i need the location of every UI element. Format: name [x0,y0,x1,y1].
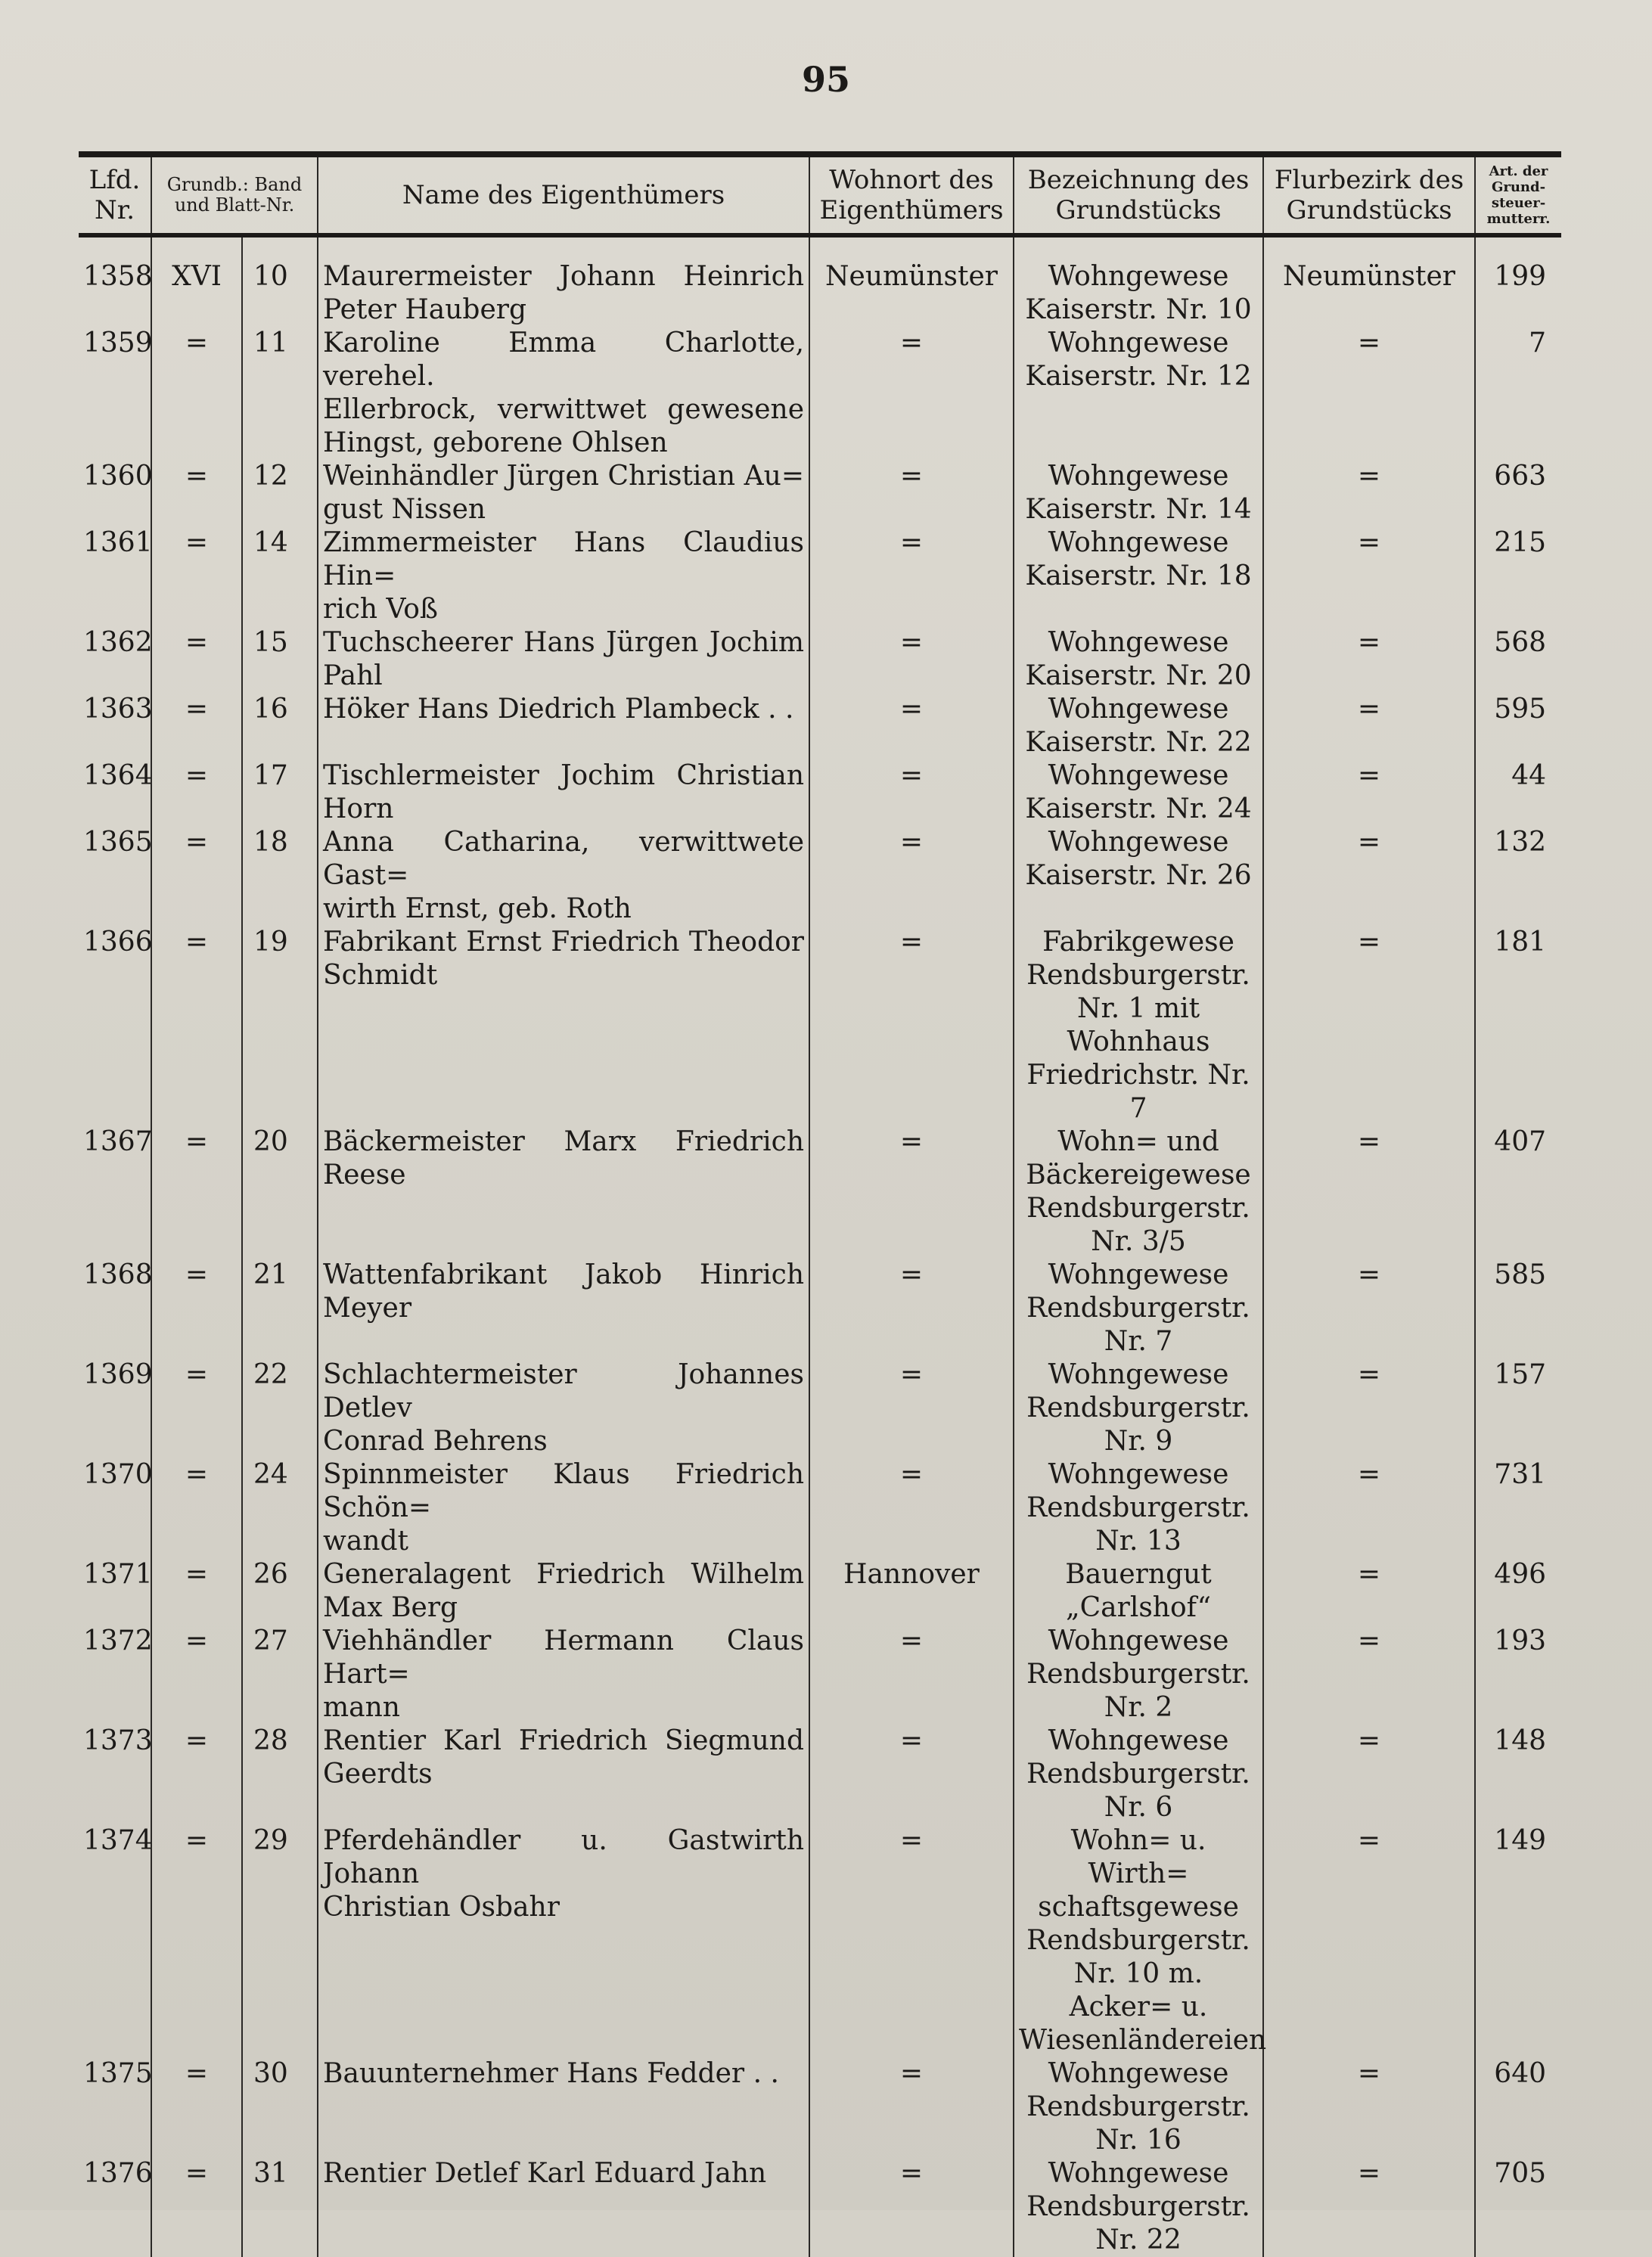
cell-bezeichnung-line: Wohngewese [1048,1259,1229,1290]
cell-bezeichnung-line: Wohngewese [1048,2058,1229,2089]
cell-lfd: 1370 [83,1459,153,1490]
cell-name-line: Weinhändler Jürgen Christian Au= [323,461,805,492]
cell-name [318,1558,809,1625]
cell-name-line: Generalagent Friedrich Wilhelm [323,1559,805,1590]
cell-lfd: 1375 [83,2058,153,2089]
cell-art: 193 [1475,1625,1561,1725]
cell-bezeichnung-line: Wohngewese [1048,1625,1229,1656]
header-wohnort: Wohnort des Eigenthümers [809,154,1014,235]
cell-bezeichnung-line: Nr. 22 [1095,2224,1182,2255]
cell-art: 568 [1475,626,1561,693]
cell-blatt: 26 [242,1558,318,1625]
cell-blatt: 12 [242,460,318,526]
cell-lfd: 1372 [83,1625,153,1656]
cell-bezeichnung [1014,327,1263,460]
cell-band: = [151,2157,242,2257]
cell-name-line: Horn [323,793,394,824]
cell-name [318,926,809,1125]
cell-blatt: 14 [242,526,318,626]
cell-band: = [151,626,242,693]
cell-name-line: mann [323,1692,400,1723]
cell-blatt: 29 [242,1824,318,2057]
cell-art: 148 [1475,1725,1561,1824]
cell-art: 132 [1475,826,1561,926]
cell-bezeichnung-line: Nr. 16 [1095,2125,1182,2156]
cell-art: 149 [1475,1824,1561,2057]
header-art: Art. der Grund- steuer- mutterr. [1475,154,1561,235]
cell-name [318,1725,809,1824]
cell-name [318,1625,809,1725]
cell-bezeichnung-line: Wohn= u. Wirth= [1070,1825,1206,1889]
cell-bezeichnung-line: schaftsgewese [1038,1892,1239,1923]
cell-name [318,1458,809,1558]
cell-name [318,1358,809,1458]
cell-bezeichnung-line: Wiesenländereien [1019,2025,1267,2056]
cell-flurbezirk: = [1263,1625,1475,1725]
cell-band: = [151,826,242,926]
cell-bezeichnung-line: Bäckereigewese [1026,1160,1251,1191]
cell-blatt: 17 [242,759,318,826]
cell-lfd: 1361 [83,527,153,558]
cell-bezeichnung [1014,926,1263,1125]
cell-bezeichnung [1014,759,1263,826]
cell-band: = [151,926,242,1125]
cell-bezeichnung-line: Nr. 9 [1104,1426,1173,1457]
cell-bezeichnung [1014,235,1263,327]
cell-wohnort: = [809,1259,1014,1358]
cell-name [318,1824,809,2057]
cell-band: = [151,460,242,526]
cell-name-line: Ellerbrock, verwittwet gewesene [323,394,805,425]
cell-blatt: 11 [242,327,318,460]
cell-name [318,460,809,526]
cell-bezeichnung-line: Wohngewese [1048,461,1229,492]
cell-bezeichnung-line: Nr. 3/5 [1091,1226,1186,1257]
cell-art: 181 [1475,926,1561,1125]
table-row [79,1558,1561,1625]
cell-flurbezirk: = [1263,1558,1475,1625]
header-lfd: Lfd. Nr. [79,154,151,235]
cell-bezeichnung-line: Kaiserstr. Nr. 14 [1025,494,1252,525]
cell-art: 215 [1475,526,1561,626]
cell-name [318,2057,809,2157]
cell-blatt: 21 [242,1259,318,1358]
cell-flurbezirk: = [1263,926,1475,1125]
table-row [79,1625,1561,1725]
cell-name-line: Maurermeister Johann Heinrich [323,261,805,292]
cell-lfd: 1371 [83,1559,153,1590]
cell-name-line: Bäckermeister Marx Friedrich Reese [323,1126,805,1191]
table-row [79,526,1561,626]
cell-bezeichnung-line: Kaiserstr. Nr. 12 [1025,361,1252,392]
header-bezeichnung: Bezeichnung des Grundstücks [1014,154,1263,235]
cell-name-line: Rentier Karl Friedrich Siegmund [323,1725,805,1756]
cell-band: XVI [151,235,242,327]
cell-bezeichnung-line: Rendsburgerstr. [1026,2091,1250,2122]
cell-bezeichnung-line: Wohnhaus [1067,1026,1210,1057]
cell-name-line: Geerdts [323,1759,433,1790]
cell-name [318,2157,809,2257]
cell-bezeichnung-line: Wohngewese [1048,760,1229,791]
table-row [79,2057,1561,2157]
cell-flurbezirk: = [1263,1824,1475,2057]
table-row [79,759,1561,826]
cell-wohnort: = [809,1458,1014,1558]
cell-band: = [151,1358,242,1458]
cell-name [318,826,809,926]
cell-art: 407 [1475,1125,1561,1259]
table-row [79,2157,1561,2257]
cell-lfd: 1368 [83,1259,153,1290]
cell-band: = [151,1458,242,1558]
cell-bezeichnung-line: Fabrikgewese [1042,927,1234,958]
cell-bezeichnung-line: Kaiserstr. Nr. 10 [1025,294,1252,325]
cell-bezeichnung-line: Nr. 2 [1104,1692,1173,1723]
cell-bezeichnung-line: Rendsburgerstr. [1026,2191,1250,2222]
cell-lfd: 1359 [83,328,153,359]
cell-band: = [151,2057,242,2157]
cell-bezeichnung [1014,2157,1263,2257]
cell-bezeichnung-line: Nr. 6 [1104,1792,1173,1823]
cell-lfd: 1376 [83,2158,153,2189]
cell-bezeichnung [1014,626,1263,693]
table-row [79,1458,1561,1558]
cell-bezeichnung-line: Kaiserstr. Nr. 18 [1025,560,1252,591]
table-row [79,460,1561,526]
table-row [79,926,1561,1125]
cell-bezeichnung [1014,1125,1263,1259]
header-flurbezirk: Flurbezirk des Grundstücks [1263,154,1475,235]
cell-bezeichnung-line: Wohn= und [1057,1126,1219,1157]
cell-name [318,759,809,826]
cell-flurbezirk: Neumünster [1263,235,1475,327]
cell-lfd: 1360 [83,461,153,492]
cell-bezeichnung [1014,1358,1263,1458]
cell-bezeichnung-line: Wohngewese [1048,827,1229,858]
cell-bezeichnung [1014,1625,1263,1725]
cell-bezeichnung-line: Wohngewese [1048,261,1229,292]
cell-flurbezirk: = [1263,2057,1475,2157]
cell-bezeichnung [1014,1824,1267,2057]
cell-flurbezirk: = [1263,759,1475,826]
cell-name-line: Wattenfabrikant Jakob Hinrich [323,1259,805,1290]
table-row [79,1725,1561,1824]
cell-bezeichnung-line: Nr. 13 [1095,1526,1182,1557]
cell-band: = [151,1259,242,1358]
cell-name [318,1259,809,1358]
cell-name-line: Conrad Behrens [323,1426,548,1457]
cell-bezeichnung-line: Wohngewese [1048,1459,1229,1490]
cell-bezeichnung-line: Friedrichstr. Nr. 7 [1026,1060,1250,1124]
cell-name [318,526,809,626]
cell-name-line: Tuchscheerer Hans Jürgen Jochim [323,627,805,658]
cell-band: = [151,526,242,626]
cell-art: 640 [1475,2057,1561,2157]
cell-art: 663 [1475,460,1561,526]
cell-art: 199 [1475,235,1561,327]
cell-flurbezirk: = [1263,1358,1475,1458]
cell-bezeichnung-line: Bauerngut [1065,1559,1212,1590]
cell-flurbezirk: = [1263,1259,1475,1358]
cell-lfd: 1364 [83,760,153,791]
cell-art: 585 [1475,1259,1561,1358]
table-row [79,1824,1561,2057]
cell-blatt: 30 [242,2057,318,2157]
cell-bezeichnung-line: Nr. 7 [1104,1326,1173,1357]
cell-name [318,327,809,460]
cell-art: 157 [1475,1358,1561,1458]
cell-bezeichnung-line: Kaiserstr. Nr. 22 [1025,727,1252,758]
cell-wohnort: = [809,1824,1014,2057]
table-row [79,1259,1561,1358]
cell-name-line: Peter Hauberg [323,294,526,325]
cell-bezeichnung-line: Rendsburgerstr. [1026,1759,1250,1790]
cell-wohnort: = [809,1725,1014,1824]
cell-bezeichnung [1014,1259,1263,1358]
cell-blatt: 19 [242,926,318,1125]
cell-lfd: 1369 [83,1359,153,1390]
cell-wohnort: = [809,626,1014,693]
cell-bezeichnung-line: Rendsburgerstr. [1026,1925,1250,1956]
cell-bezeichnung-line: Wohngewese [1048,1725,1229,1756]
cell-name-line: Schlachtermeister Johannes Detlev [323,1359,805,1423]
cell-flurbezirk: = [1263,826,1475,926]
cell-band: = [151,327,242,460]
table-row [79,1125,1561,1259]
cell-wohnort: = [809,327,1014,460]
cell-wohnort: = [809,693,1014,759]
cell-name-line: Schmidt [323,960,438,991]
cell-lfd: 1363 [83,694,153,725]
cell-name-line: Viehhändler Hermann Claus Hart= [323,1625,805,1690]
cell-flurbezirk: = [1263,460,1475,526]
cell-name-line: gust Nissen [323,494,486,525]
cell-name-line: Rentier Detlef Karl Eduard Jahn [323,2158,767,2189]
cell-name-line: Höker Hans Diedrich Plambeck . . [323,694,794,725]
cell-bezeichnung [1014,2057,1263,2157]
cell-bezeichnung-line: Rendsburgerstr. [1026,1392,1250,1423]
cell-name-line: Max Berg [323,1592,458,1623]
table-row [79,693,1561,759]
cell-name-line: Karoline Emma Charlotte, verehel. [323,328,805,392]
property-register-table [79,151,1561,2257]
cell-wohnort: = [809,1125,1014,1259]
cell-band: = [151,1125,242,1259]
cell-bezeichnung-line: Rendsburgerstr. [1026,1659,1250,1690]
table-body [79,235,1561,2257]
cell-band: = [151,1625,242,1725]
cell-blatt: 24 [242,1458,318,1558]
cell-bezeichnung [1014,693,1263,759]
cell-name-line: Pahl [323,660,383,691]
cell-flurbezirk: = [1263,526,1475,626]
table-row [79,626,1561,693]
cell-wohnort: = [809,826,1014,926]
page-number: 95 [801,59,850,100]
cell-name-line: Fabrikant Ernst Friedrich Theodor [323,927,805,958]
cell-blatt: 18 [242,826,318,926]
cell-bezeichnung-line: Wohngewese [1048,1359,1229,1390]
cell-lfd: 1367 [83,1126,153,1157]
cell-bezeichnung-line: Rendsburgerstr. [1026,1193,1250,1224]
cell-blatt: 15 [242,626,318,693]
cell-name-line: Anna Catharina, verwittwete Gast= [323,827,805,891]
cell-blatt: 27 [242,1625,318,1725]
cell-bezeichnung-line: Rendsburgerstr. [1026,1293,1250,1324]
cell-flurbezirk: = [1263,327,1475,460]
cell-wohnort: = [809,2157,1014,2257]
cell-wohnort: Hannover [809,1558,1014,1625]
cell-name [318,626,809,693]
table-row [79,327,1561,460]
cell-art: 731 [1475,1458,1561,1558]
cell-bezeichnung [1014,526,1263,626]
cell-flurbezirk: = [1263,1458,1475,1558]
cell-wohnort: = [809,526,1014,626]
cell-bezeichnung-line: Rendsburgerstr. [1026,1492,1250,1523]
table-row [79,826,1561,926]
cell-flurbezirk: = [1263,1725,1475,1824]
cell-lfd: 1358 [83,261,153,292]
cell-bezeichnung [1014,826,1263,926]
cell-name-line: Tischlermeister Jochim Christian [323,760,805,791]
cell-blatt: 31 [242,2157,318,2257]
cell-wohnort: = [809,2057,1014,2157]
cell-bezeichnung [1014,460,1263,526]
cell-wohnort: = [809,1625,1014,1725]
cell-art: 7 [1475,327,1561,460]
cell-wohnort: Neumünster [809,235,1014,327]
cell-bezeichnung-line: Kaiserstr. Nr. 20 [1025,660,1252,691]
cell-bezeichnung [1014,1458,1263,1558]
cell-bezeichnung-line: Kaiserstr. Nr. 24 [1025,793,1252,824]
cell-art: 595 [1475,693,1561,759]
cell-bezeichnung-line: Nr. 1 mit [1076,993,1200,1024]
header-name: Name des Eigenthümers [318,154,809,235]
cell-bezeichnung-line: Rendsburgerstr. [1026,960,1250,991]
cell-wohnort: = [809,460,1014,526]
cell-lfd: 1374 [83,1825,153,1856]
cell-name-line: Spinnmeister Klaus Friedrich Schön= [323,1459,805,1523]
cell-lfd: 1365 [83,827,153,858]
cell-name-line: Meyer [323,1293,412,1324]
cell-bezeichnung [1014,1558,1263,1625]
cell-bezeichnung-line: Nr. 10 m. Acker= u. [1069,1958,1208,2023]
cell-name-line: rich Voß [323,594,438,625]
cell-lfd: 1373 [83,1725,153,1756]
cell-band: = [151,1558,242,1625]
header-grundbuch: Grundb.: Band und Blatt-Nr. [151,154,318,235]
cell-blatt: 10 [242,235,318,327]
cell-bezeichnung-line: Wohngewese [1048,2158,1229,2189]
cell-blatt: 28 [242,1725,318,1824]
cell-bezeichnung-line: Wohngewese [1048,328,1229,359]
cell-name-line: Bauunternehmer Hans Fedder . . [323,2058,779,2089]
cell-band: = [151,759,242,826]
cell-flurbezirk: = [1263,693,1475,759]
cell-wohnort: = [809,1358,1014,1458]
cell-name-line: Pferdehändler u. Gastwirth Johann [323,1825,805,1889]
cell-name-line: Zimmermeister Hans Claudius Hin= [323,527,805,591]
cell-blatt: 22 [242,1358,318,1458]
cell-wohnort: = [809,926,1014,1125]
cell-name-line: Christian Osbahr [323,1892,560,1923]
cell-flurbezirk: = [1263,1125,1475,1259]
cell-name-line: wandt [323,1526,408,1557]
cell-bezeichnung [1014,1725,1263,1824]
cell-lfd: 1366 [83,927,153,958]
cell-band: = [151,1824,242,2057]
cell-bezeichnung-line: Kaiserstr. Nr. 26 [1025,860,1252,891]
cell-name [318,235,809,327]
cell-wohnort: = [809,759,1014,826]
cell-flurbezirk: = [1263,2157,1475,2257]
cell-bezeichnung-line: Wohngewese [1048,627,1229,658]
cell-bezeichnung-line: Wohngewese [1048,527,1229,558]
cell-art: 44 [1475,759,1561,826]
table-header [79,154,1561,235]
table-row [79,1358,1561,1458]
cell-lfd: 1362 [83,627,153,658]
cell-art: 705 [1475,2157,1561,2257]
cell-band: = [151,1725,242,1824]
cell-art: 496 [1475,1558,1561,1625]
cell-name [318,1125,809,1259]
cell-blatt: 16 [242,693,318,759]
cell-bezeichnung-line: Wohngewese [1048,694,1229,725]
cell-name-line: wirth Ernst, geb. Roth [323,893,632,924]
cell-flurbezirk: = [1263,626,1475,693]
cell-name-line: Hingst, geborene Ohlsen [323,427,668,458]
table-row [79,235,1561,327]
cell-band: = [151,693,242,759]
cell-blatt: 20 [242,1125,318,1259]
cell-bezeichnung-line: „Carlshof“ [1065,1592,1212,1623]
cell-name [318,693,809,759]
